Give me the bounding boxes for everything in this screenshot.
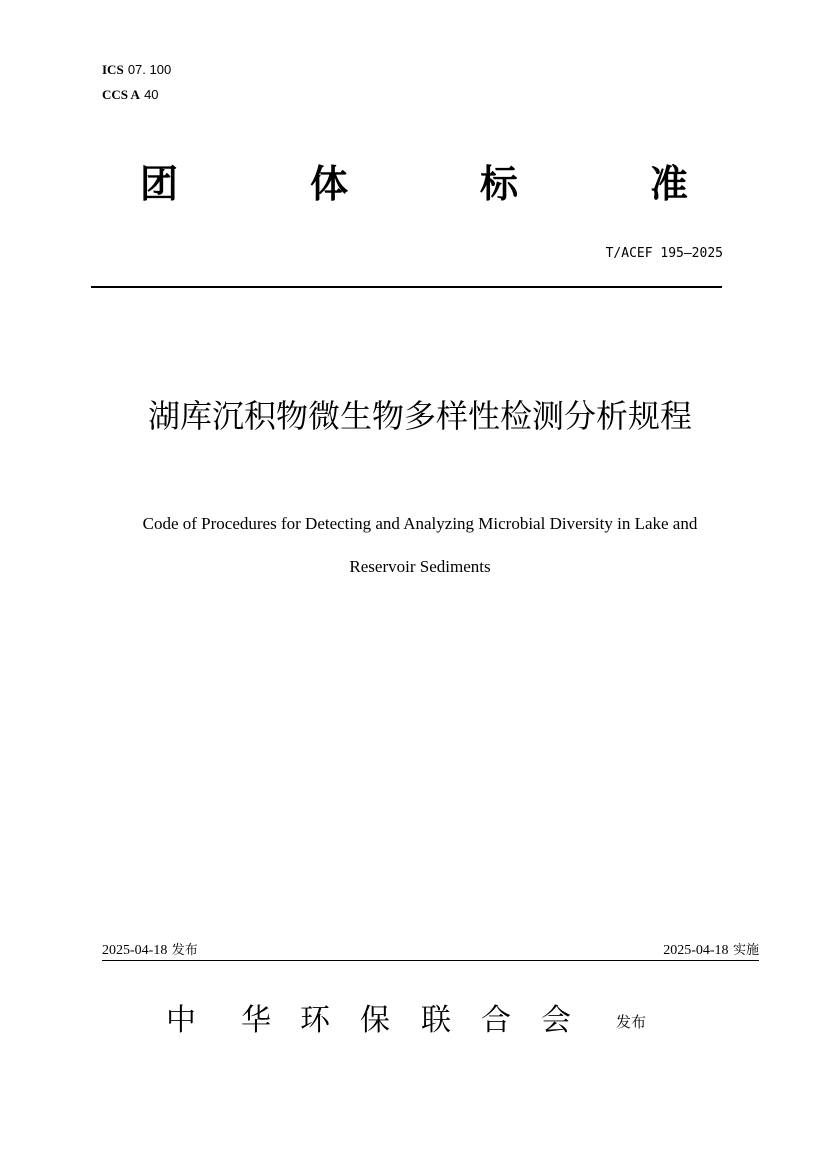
- standard-number: T/ACEF 195—2025: [605, 246, 723, 261]
- title-english-line-2: Reservoir Sediments: [349, 557, 491, 576]
- publisher-char: 环: [300, 1003, 330, 1038]
- implement-date-value: 2025-04-18: [663, 943, 729, 958]
- publisher-char: 合: [481, 1003, 511, 1038]
- standard-type-char: 体: [310, 162, 349, 206]
- title-english-line-1: Code of Procedures for Detecting and Analyzing Microbial Diversity in Lake and: [142, 514, 698, 533]
- publisher-char: 中: [166, 1003, 196, 1038]
- standard-type-char: 团: [140, 162, 179, 206]
- ccs-classification: [102, 87, 159, 104]
- ics-classification: [102, 62, 171, 79]
- title-chinese: 湖库沉积物微生物多样性检测分析规程: [147, 397, 692, 435]
- publish-date-value: 2025-04-18: [102, 943, 168, 958]
- publisher: [150, 1000, 670, 1046]
- implement-date: [663, 941, 759, 960]
- publish-date-label: 发布: [171, 943, 198, 958]
- ccs-label: CCS A: [102, 87, 140, 102]
- standard-type-char: 准: [650, 162, 689, 206]
- footer-divider: [102, 960, 759, 961]
- publish-date: [102, 941, 198, 960]
- publisher-char: 华: [241, 1003, 271, 1038]
- standard-type-char: 标: [480, 162, 519, 206]
- ccs-code: 40: [144, 87, 159, 102]
- ics-label: ICS: [102, 62, 124, 77]
- publisher-char: 保: [360, 1003, 390, 1038]
- implement-date-label: 实施: [732, 943, 759, 958]
- ics-code: 07. 100: [127, 62, 172, 77]
- publisher-suffix: 发布: [616, 1013, 647, 1031]
- title-english: [60, 502, 780, 588]
- standard-type-heading: [100, 158, 740, 214]
- publisher-char: 会: [541, 1003, 571, 1038]
- header-divider: [91, 286, 722, 288]
- publisher-char: 联: [421, 1003, 451, 1038]
